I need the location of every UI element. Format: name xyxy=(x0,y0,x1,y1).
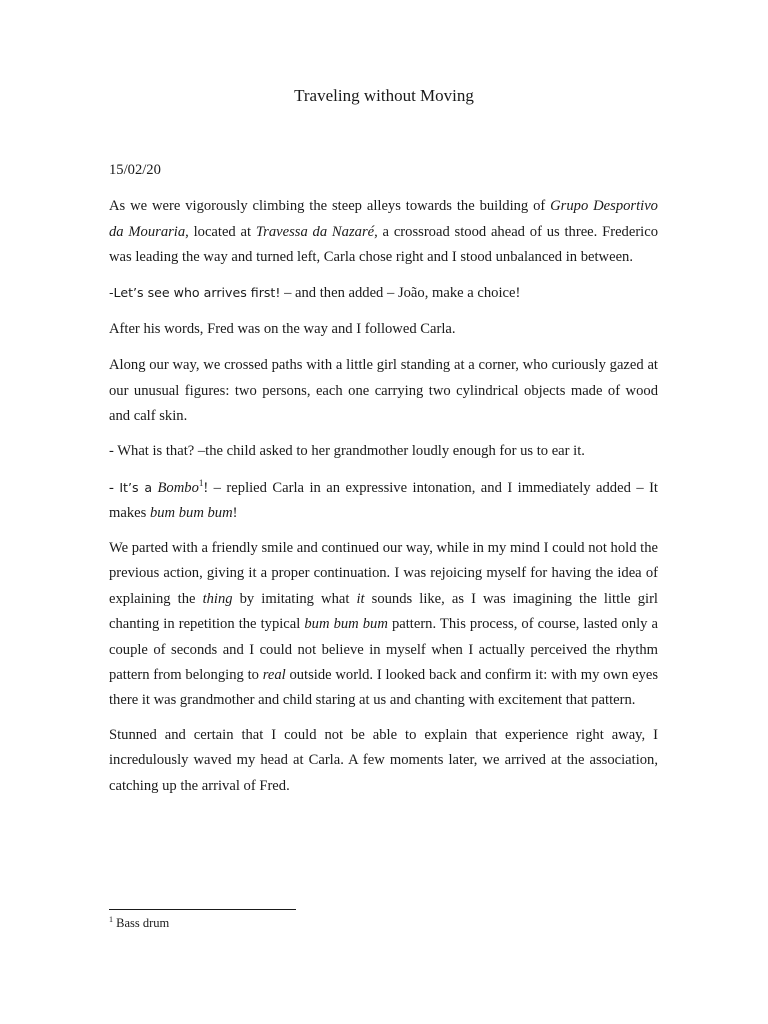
p6-emphasis-1: Bombo xyxy=(157,480,199,497)
footnote-text: Bass drum xyxy=(113,916,170,930)
p6-text-1: - xyxy=(109,480,120,497)
p7-emphasis-1: thing xyxy=(202,590,233,607)
p2-text: – and then added – João, make a choice! xyxy=(280,284,521,301)
paragraph-5: - What is that? –the child asked to her grandmother loudly enough for us to ear it. xyxy=(109,442,585,459)
p7-emphasis-4: real xyxy=(262,666,286,683)
p7-text-1: We parted with a friendly smile and continued our way, while in my mind I could not hold the previous action, giving it a proper continuation. I was rejoicing myself for having the idea of explaining the xyxy=(109,539,658,607)
document-body xyxy=(109,158,658,808)
p7-text-3: sounds like, as I was imagining the little girl chanting in repetition the typical xyxy=(109,590,658,633)
p6-quote: It’s a xyxy=(119,480,153,496)
footnote-separator xyxy=(109,909,296,910)
paragraph-7 xyxy=(109,536,658,714)
p1-emphasis-2: Travessa da Nazaré xyxy=(255,223,375,240)
p1-text-2: , located at xyxy=(185,223,256,240)
p7-text-5: outside world. I looked back and confirm it: with my own eyes there it was grandmother and child staring at us and chanting with excitement that pattern. xyxy=(109,666,658,709)
p7-emphasis-2: it xyxy=(356,590,365,607)
p6-text-3: ! – replied Carla in an expressive intonation, and I immediately added – It makes xyxy=(109,480,658,522)
paragraph-4: Along our way, we crossed paths with a little girl standing at a corner, who curiously gazed at our unusual figures: two persons, each one carrying two cylindrical objects made of wood and calf skin. xyxy=(109,357,658,425)
p7-text-4: pattern. This process, of course, lasted only a couple of seconds and I could not believe in myself when I actually perceived the rhythm pattern from belonging to xyxy=(109,616,659,683)
p7-text-2: by imitating what xyxy=(232,590,357,607)
footnote xyxy=(109,914,169,932)
p2-quote: -Let’s see who arrives first! xyxy=(109,284,281,300)
footnote-marker: 1 xyxy=(109,914,113,924)
paragraph-2 xyxy=(109,280,658,306)
paragraph-6 xyxy=(109,475,658,527)
p7-emphasis-3: bum bum bum xyxy=(304,616,388,633)
entry-date: 15/02/20 xyxy=(109,162,161,178)
p6-text-4: ! xyxy=(232,505,238,522)
paragraph-8: Stunned and certain that I could not be able to explain that experience right away, I incredulously waved my head at Carla. A few moments later, we arrived at the association, catching up the arrival of Fred. xyxy=(109,726,658,794)
paragraph-1 xyxy=(109,194,658,270)
p1-text-3: , a crossroad stood ahead of us three. Frederico was leading the way and turned left, Carla chose right and I stood unbalanced in between. xyxy=(109,223,659,266)
p6-emphasis-2: bum bum bum xyxy=(149,505,233,522)
paragraph-3: After his words, Fred was on the way and I followed Carla. xyxy=(109,321,456,338)
document-title: Traveling without Moving xyxy=(294,86,474,105)
footnote-reference: 1 xyxy=(198,478,204,489)
p1-text-1: As we were vigorously climbing the steep alleys towards the building of xyxy=(109,198,551,215)
p1-emphasis-1: Grupo Desportivo da Mouraria xyxy=(109,198,658,240)
